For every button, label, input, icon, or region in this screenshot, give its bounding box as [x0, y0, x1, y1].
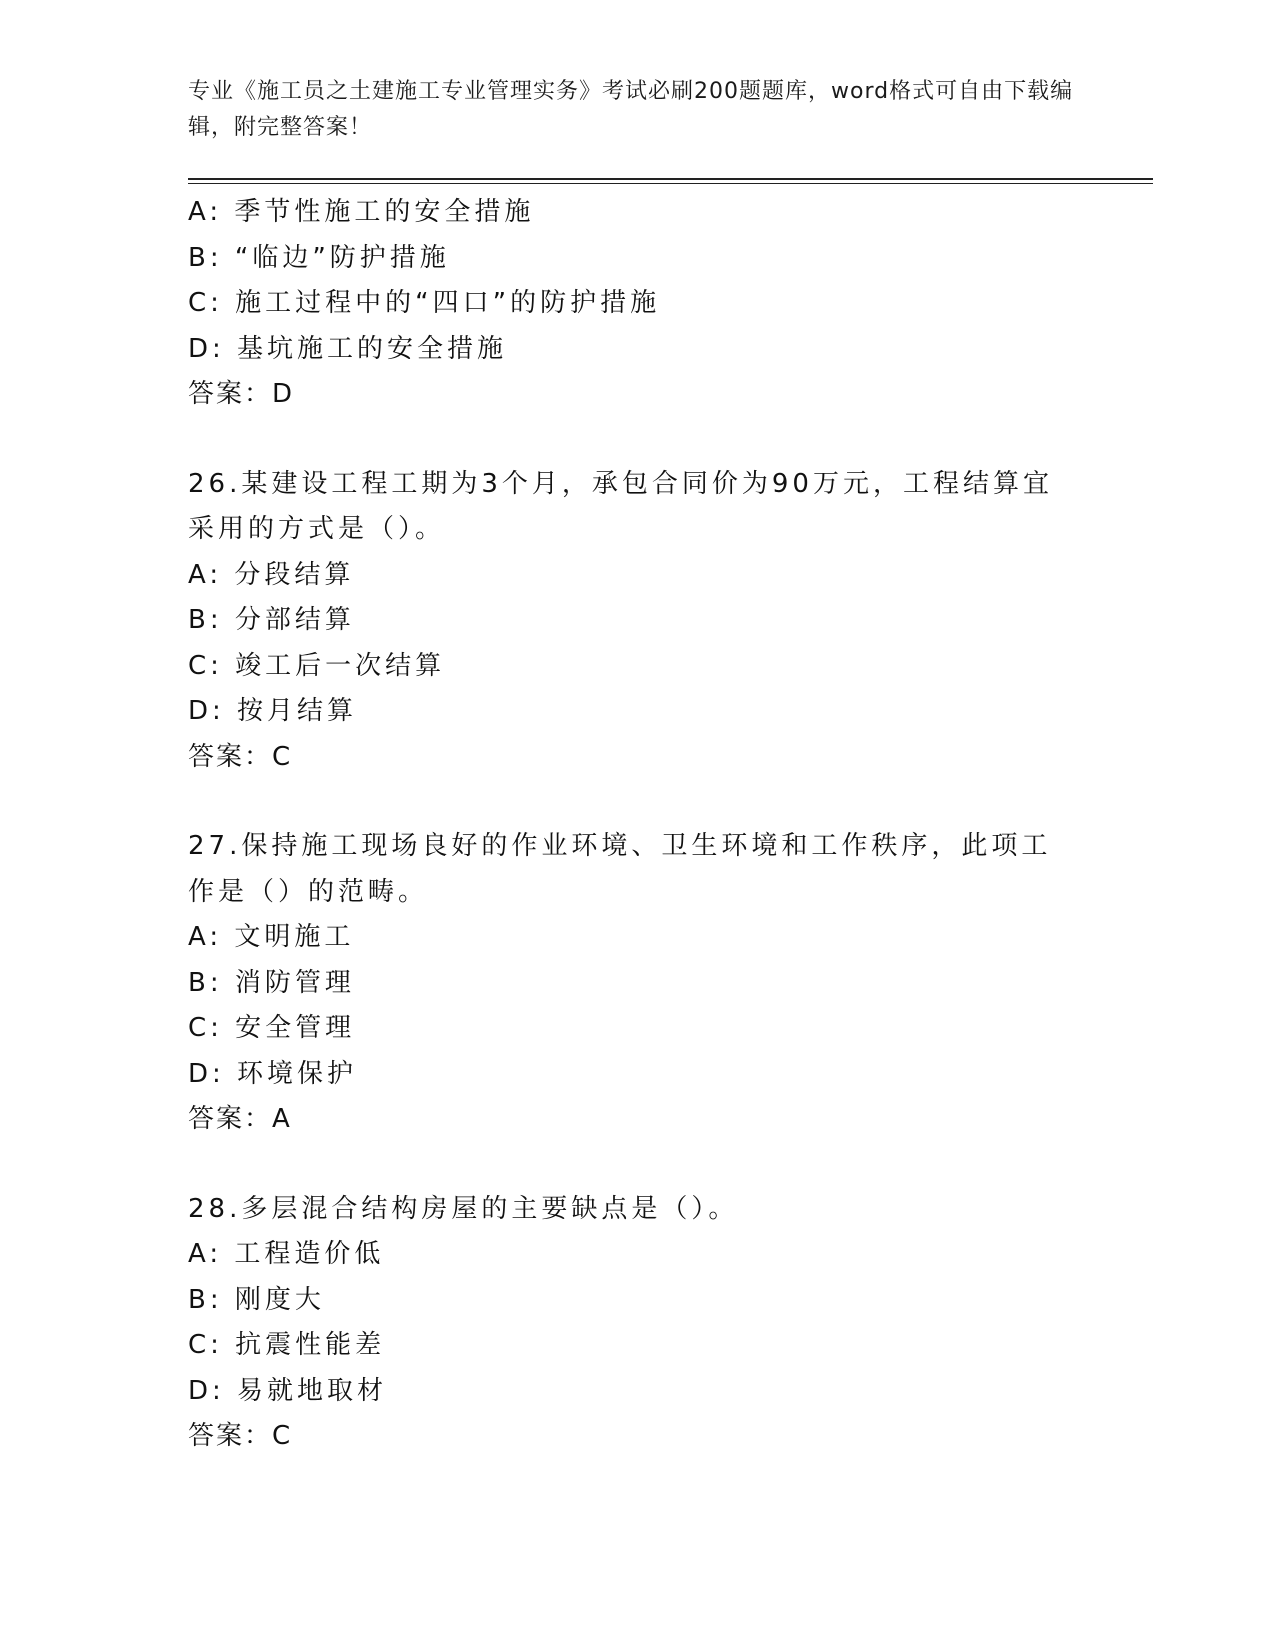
option-c: C: 抗震性能差 — [188, 1330, 386, 1360]
option-a: A: 文明施工 — [188, 922, 355, 952]
option-d: D: 基坑施工的安全措施 — [188, 333, 508, 364]
question-26 — [188, 462, 1088, 781]
option-c: C: 竣工后一次结算 — [188, 650, 446, 681]
option-c: C: 安全管理 — [188, 1013, 356, 1043]
answer-line: 答案：A — [188, 1104, 292, 1134]
question-stem: 27.保持施工现场良好的作业环境、卫生环境和工作秩序，此项工作是（）的范畴。 — [188, 831, 1052, 907]
spacer — [188, 418, 1088, 462]
option-b: B: 分部结算 — [188, 605, 355, 635]
question-27 — [188, 824, 1088, 1143]
option-b: B: 消防管理 — [188, 967, 355, 998]
option-c: C: 施工过程中的“四口”的防护措施 — [188, 288, 661, 318]
option-a: A: 分段结算 — [188, 559, 355, 590]
question-stem: 28.多层混合结构房屋的主要缺点是（）。 — [188, 1193, 739, 1224]
option-b: B: “临边”防护措施 — [188, 242, 450, 273]
answer-line: 答案：C — [188, 741, 293, 772]
header-divider — [188, 178, 1153, 180]
answer-line: 答案：C — [188, 1421, 293, 1451]
question-28 — [188, 1187, 1088, 1460]
option-a: A: 工程造价低 — [188, 1239, 385, 1269]
spacer — [188, 780, 1088, 824]
option-d: D: 易就地取材 — [188, 1375, 388, 1406]
answer-line: 答案：D — [188, 379, 295, 409]
option-b: B: 刚度大 — [188, 1284, 325, 1315]
question-list — [188, 190, 1088, 1460]
option-a: A: 季节性施工的安全措施 — [188, 197, 535, 227]
option-d: D: 按月结算 — [188, 696, 358, 726]
option-d: D: 环境保护 — [188, 1058, 358, 1089]
continued-question-options — [188, 190, 1088, 418]
header-divider-thin — [188, 183, 1153, 184]
question-stem: 26.某建设工程工期为3个月，承包合同价为90万元，工程结算宜采用的方式是（）。 — [188, 468, 1053, 544]
document-header: 专业《施工员之土建施工专业管理实务》考试必刷200题题库，word格式可自由下载编辑，附完整答案！ — [188, 79, 1074, 140]
spacer — [188, 1143, 1088, 1187]
